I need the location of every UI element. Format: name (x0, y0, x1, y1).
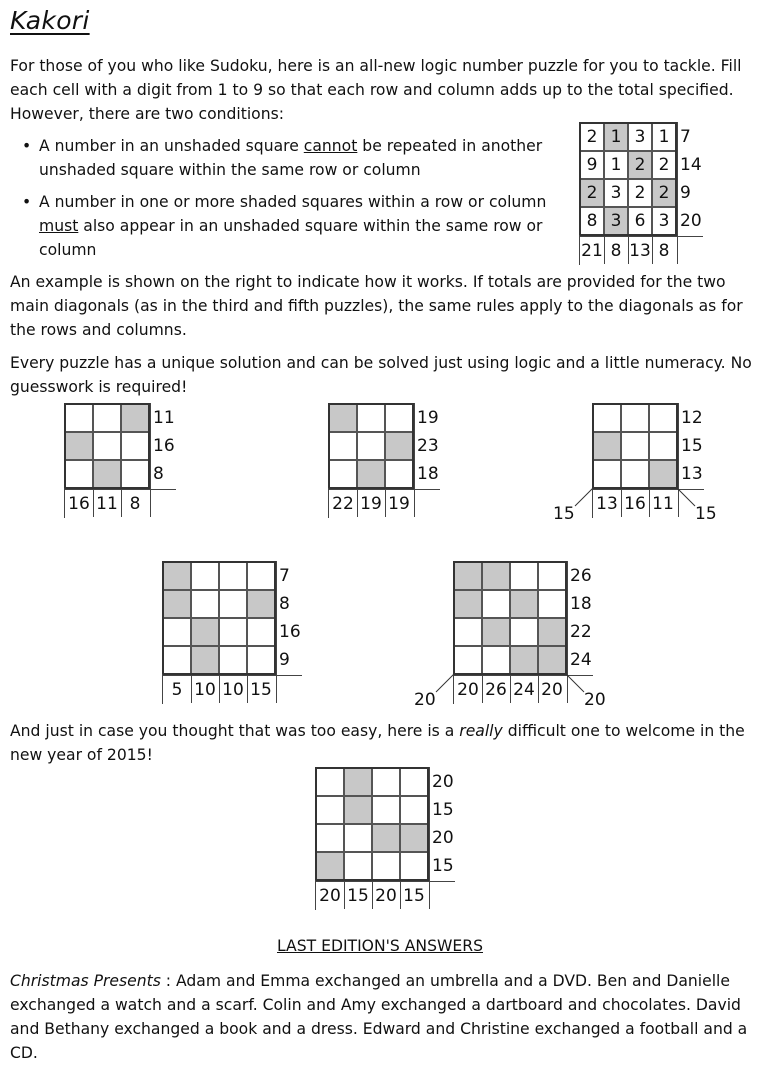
grid-cell (454, 618, 482, 646)
column-total: 26 (485, 680, 507, 700)
grid-cell (400, 824, 428, 852)
column-total: 15 (347, 886, 369, 906)
grid-cell (163, 562, 191, 590)
grid-cell (329, 404, 357, 432)
column-total-divider (385, 489, 386, 517)
row-total: 24 (570, 650, 592, 670)
grid-cell (191, 618, 219, 646)
grid-cell: 8 (580, 207, 604, 235)
grid-cell (510, 562, 538, 590)
row-total: 7 (279, 566, 290, 586)
grid-cell: 1 (604, 123, 628, 151)
grid-cell (482, 618, 510, 646)
grid-cell (219, 618, 247, 646)
grid-cell (482, 646, 510, 674)
grid-cell (482, 590, 510, 618)
grid-cell (191, 590, 219, 618)
grid-cell (482, 562, 510, 590)
grid-cell (621, 432, 649, 460)
totals-divider (315, 880, 316, 910)
row-total: 16 (279, 622, 301, 642)
totals-divider (567, 561, 568, 703)
column-total: 22 (332, 494, 354, 514)
totals-divider (453, 675, 593, 676)
grid-cell (593, 404, 621, 432)
column-total: 8 (658, 241, 670, 261)
row-total: 12 (681, 408, 703, 428)
row-total: 23 (417, 436, 439, 456)
grid-cell: 2 (628, 179, 652, 207)
hard-text: And just in case you thought that was too easy, here is a (10, 722, 460, 740)
column-total: 20 (457, 680, 479, 700)
column-total-divider (482, 675, 483, 703)
totals-divider (150, 403, 151, 517)
column-total: 13 (629, 241, 651, 261)
grid-cell (649, 460, 677, 488)
grid-cell: 1 (604, 151, 628, 179)
grid-cell (65, 404, 93, 432)
answers-heading: LAST EDITION'S ANSWERS (277, 937, 483, 955)
column-total: 24 (513, 680, 535, 700)
grid-cell (400, 796, 428, 824)
grid-cell: 2 (652, 151, 676, 179)
totals-divider (162, 674, 163, 704)
grid-cell (247, 618, 275, 646)
row-total: 14 (680, 155, 702, 175)
grid-cell (121, 460, 149, 488)
grid-cell: 9 (580, 151, 604, 179)
intro-paragraph: For those of you who like Sudoku, here is an all-new logic number puzzle for you to tackle. Fill each cell with a digit from 1 to 9 so that each row and column adds up to the total specified. However, there are two conditions: (10, 57, 742, 123)
column-total: 20 (375, 886, 397, 906)
page-title: Kakori (10, 6, 90, 35)
totals-divider (64, 488, 65, 518)
diagonal-marker-left (575, 488, 593, 506)
hard-emphasis: really (459, 722, 503, 740)
grid-cell (316, 768, 344, 796)
grid-cell: 2 (580, 179, 604, 207)
grid-cell (219, 590, 247, 618)
row-total: 9 (680, 183, 691, 203)
column-total: 20 (541, 680, 563, 700)
grid-cell (316, 852, 344, 880)
column-total: 15 (403, 886, 425, 906)
grid-cell (538, 618, 566, 646)
totals-divider (592, 488, 593, 518)
row-total: 16 (153, 436, 175, 456)
column-total-divider (538, 675, 539, 703)
totals-divider (328, 489, 440, 490)
grid-cell (385, 404, 413, 432)
rule-bullet-1 (22, 134, 547, 182)
column-total: 15 (250, 680, 272, 700)
rule-1-text-end: be repeated in another unshaded square within the same row or column (39, 137, 543, 179)
grid-cell (121, 432, 149, 460)
grid-cell (538, 646, 566, 674)
grid-cell (316, 796, 344, 824)
column-total-divider (652, 236, 653, 264)
grid-cell (593, 432, 621, 460)
grid-cell (93, 460, 121, 488)
diagonal-total-left: 20 (414, 690, 436, 710)
diagonal-marker-right (566, 674, 584, 692)
grid-cell (344, 796, 372, 824)
bullet-dot: • (22, 193, 32, 211)
totals-divider (453, 674, 454, 704)
grid-cell (344, 852, 372, 880)
column-total-divider (372, 881, 373, 909)
grid-cell (649, 404, 677, 432)
grid-cell (357, 432, 385, 460)
grid-cell (385, 432, 413, 460)
diagonal-total-left: 15 (553, 504, 575, 524)
grid-cell (191, 562, 219, 590)
column-total: 19 (360, 494, 382, 514)
rule-1-emphasis: cannot (303, 137, 358, 155)
totals-divider (429, 767, 430, 909)
grid-cell (400, 768, 428, 796)
grid-cell: 2 (580, 123, 604, 151)
grid-cell: 3 (604, 179, 628, 207)
diagonal-total-right: 20 (584, 690, 606, 710)
grid-cell (621, 460, 649, 488)
column-total: 8 (129, 494, 141, 514)
column-total: 21 (581, 241, 603, 261)
answers-paragraph (10, 969, 755, 1065)
column-total: 8 (610, 241, 622, 261)
grid-cell (510, 646, 538, 674)
row-total: 8 (279, 594, 290, 614)
row-total: 20 (432, 772, 454, 792)
totals-divider (414, 403, 415, 517)
grid-cell (191, 646, 219, 674)
row-total: 15 (432, 856, 454, 876)
row-total: 13 (681, 464, 703, 484)
row-total: 18 (417, 464, 439, 484)
totals-divider (315, 881, 455, 882)
column-total-divider (604, 236, 605, 264)
grid-cell (247, 590, 275, 618)
answers-text: Adam and Emma exchanged an umbrella and a DVD. Ben and Danielle exchanged a watch and a scarf. Colin and Amy exchanged a dartboard and chocolates. David and Bethany exchanged a book and a dress. Edward and Christine exchanged a football and a CD. (10, 972, 748, 1062)
rule-2-emphasis: must (39, 217, 79, 235)
grid-cell (510, 590, 538, 618)
column-total: 13 (596, 494, 618, 514)
column-total-divider (400, 881, 401, 909)
unique-solution-paragraph: Every puzzle has a unique solution and can be solved just using logic and a little numeracy. No guesswork is required! (10, 354, 752, 396)
grid-cell (357, 460, 385, 488)
grid-cell (219, 646, 247, 674)
grid-cell (454, 590, 482, 618)
bullet-dot: • (22, 137, 32, 155)
totals-divider (328, 488, 329, 518)
grid-cell (400, 852, 428, 880)
grid-cell (163, 590, 191, 618)
grid-cell (372, 852, 400, 880)
column-total: 5 (171, 680, 183, 700)
column-total: 11 (96, 494, 118, 514)
row-total: 9 (279, 650, 290, 670)
totals-divider (64, 489, 176, 490)
grid-cell (454, 562, 482, 590)
grid-cell (65, 460, 93, 488)
grid-cell (219, 562, 247, 590)
rule-bullet-2 (22, 190, 547, 262)
grid-cell (329, 460, 357, 488)
column-total-divider (247, 675, 248, 703)
row-total: 8 (153, 464, 164, 484)
grid-cell (357, 404, 385, 432)
column-total-divider (344, 881, 345, 909)
totals-divider (162, 675, 302, 676)
diagonal-marker-right (677, 488, 695, 506)
difficult-puzzle-paragraph (10, 719, 755, 767)
grid-cell (93, 404, 121, 432)
column-total-divider (219, 675, 220, 703)
row-total: 7 (680, 127, 691, 147)
grid-cell: 3 (652, 207, 676, 235)
grid-cell: 3 (604, 207, 628, 235)
column-total-divider (628, 236, 629, 264)
row-total: 11 (153, 408, 175, 428)
hard-text-end: difficult one to welcome in the new year of 2015! (10, 722, 745, 764)
column-total-divider (357, 489, 358, 517)
diagonal-marker-left (436, 674, 454, 692)
column-total-divider (191, 675, 192, 703)
column-total: 10 (222, 680, 244, 700)
totals-divider (276, 561, 277, 703)
explanation-paragraph: An example is shown on the right to indicate how it works. If totals are provided for the two main diagonals (as in the third and fifth puzzles), the same rules apply to the diagonals as for the rows and columns. (10, 273, 743, 339)
column-total: 16 (68, 494, 90, 514)
grid-cell (329, 432, 357, 460)
column-total: 10 (194, 680, 216, 700)
grid-cell (621, 404, 649, 432)
grid-cell (344, 768, 372, 796)
column-total: 11 (652, 494, 674, 514)
grid-cell: 1 (652, 123, 676, 151)
column-total: 19 (388, 494, 410, 514)
grid-cell (247, 646, 275, 674)
rule-2-text-end: also appear in an unshaded square within the same row or column (39, 217, 543, 259)
grid-cell (510, 618, 538, 646)
answers-separator: : (160, 972, 177, 990)
grid-cell (454, 646, 482, 674)
grid-cell (93, 432, 121, 460)
grid-cell (65, 432, 93, 460)
grid-cell (649, 432, 677, 460)
grid-cell (316, 824, 344, 852)
row-total: 26 (570, 566, 592, 586)
grid-cell (538, 562, 566, 590)
column-total-divider (121, 489, 122, 517)
totals-divider (579, 236, 703, 237)
answers-puzzle-title: Christmas Presents (10, 972, 161, 990)
grid-cell: 6 (628, 207, 652, 235)
grid-cell (372, 824, 400, 852)
grid-cell (385, 460, 413, 488)
totals-divider (592, 489, 704, 490)
grid-cell (163, 646, 191, 674)
totals-divider (678, 403, 679, 517)
grid-cell (593, 460, 621, 488)
rule-1-text: A number in an unshaded square (39, 137, 304, 155)
column-total-divider (649, 489, 650, 517)
column-total-divider (621, 489, 622, 517)
row-total: 18 (570, 594, 592, 614)
column-total-divider (93, 489, 94, 517)
totals-divider (579, 235, 580, 265)
row-total: 20 (680, 211, 702, 231)
grid-cell: 2 (628, 151, 652, 179)
diagonal-total-right: 15 (695, 504, 717, 524)
grid-cell: 3 (628, 123, 652, 151)
grid-cell (121, 404, 149, 432)
grid-cell: 2 (652, 179, 676, 207)
row-total: 20 (432, 828, 454, 848)
rule-2-text: A number in one or more shaded squares within a row or column (39, 193, 547, 211)
row-total: 22 (570, 622, 592, 642)
row-total: 15 (681, 436, 703, 456)
grid-cell (247, 562, 275, 590)
column-total-divider (510, 675, 511, 703)
column-total: 20 (319, 886, 341, 906)
grid-cell (372, 768, 400, 796)
totals-divider (677, 122, 678, 264)
grid-cell (372, 796, 400, 824)
column-total: 16 (624, 494, 646, 514)
grid-cell (538, 590, 566, 618)
grid-cell (163, 618, 191, 646)
grid-cell (344, 824, 372, 852)
row-total: 15 (432, 800, 454, 820)
row-total: 19 (417, 408, 439, 428)
